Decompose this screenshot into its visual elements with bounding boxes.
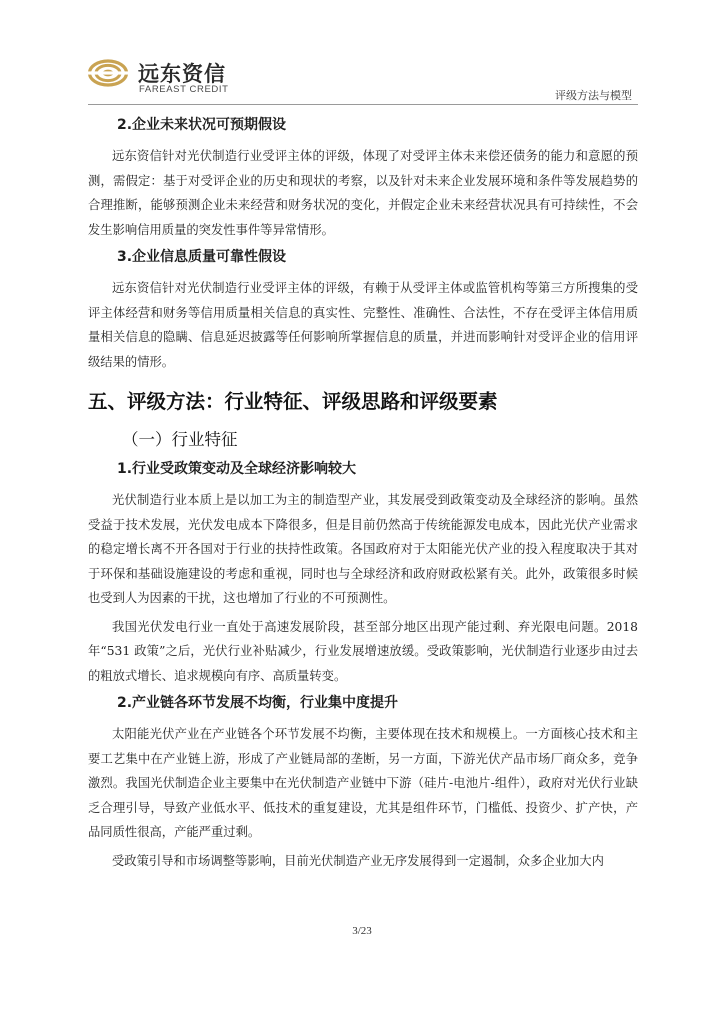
section-title-rating-method: 五、评级方法：行业特征、评级思路和评级要素 [88, 390, 498, 413]
paragraph-industry-chain: 太阳能光伏产业在产业链各个环节发展不均衡，主要体现在技术和规模上。一方面核心技术和主要工艺集中在产业链上游，形成了产业链局部的垄断，另一方面，下游光伏产品市场厂商众多，竞争激烈。我国光伏制造企业主要集中在光伏制造产业链中下游（硅片-电池片-组件），政府对光伏行业缺乏合理引导，导致产业低水平、低技术的重复建设，尤其是组件环节，门槛低、投资少、扩产快，产品同质性很高，产能严重过剩。 [88, 727, 638, 839]
paragraph-policy-guidance: 受政策引导和市场调整等影响，目前光伏制造产业无序发展得到一定遏制，众多企业加大内 [112, 853, 604, 868]
heading-info-quality-assumption: 3.企业信息质量可靠性假设 [117, 249, 287, 265]
header-section-label: 评级方法与模型 [555, 89, 632, 102]
subsection-title-industry-features: （一）行业特征 [122, 430, 238, 449]
header-divider [88, 104, 638, 105]
heading-future-assumption: 2.企业未来状况可预期假设 [117, 117, 287, 133]
paragraph-policy-impact-1: 光伏制造行业本质上是以加工为主的制造型产业，其发展受到政策变动及全球经济的影响。虽然受益于技术发展，光伏发电成本下降很多，但是目前仍然高于传统能源发电成本，因此光伏产业需求的稳定增长离不开各国对于行业的扶持性政策。各国政府对于太阳能光伏产业的投入程度取决于其对于环保和基础设施建设的考虑和重视，同时也与全球经济和政府财政松紧有关。此外，政策很多时候也受到人为因素的干扰，这也增加了行业的不可预测性。 [88, 493, 638, 605]
document-body [88, 114, 638, 877]
page-header [0, 0, 724, 110]
heading-industry-chain: 2.产业链各环节发展不均衡，行业集中度提升 [117, 695, 399, 711]
paragraph-policy-impact-2: 我国光伏发电行业一直处于高速发展阶段，甚至部分地区出现产能过剩、弃光限电问题。2018年“531 政策”之后，光伏行业补贴减少，行业发展增速放缓。受政策影响，光伏制造行业逐步由过去的粗放式增长、追求规模向有序、高质量转变。 [88, 619, 638, 683]
heading-policy-impact: 1.行业受政策变动及全球经济影响较大 [117, 461, 357, 477]
logo-english-name: FAREAST CREDIT [139, 84, 229, 95]
paragraph-future-assumption: 远东资信针对光伏制造行业受评主体的评级，体现了对受评主体未来偿还债务的能力和意愿的预测，需假定：基于对受评企业的历史和现状的考察，以及针对未来企业发展环境和条件等发展趋势的合理推断，能够预测企业未来经营和财务状况的变化，并假定企业未来经营状况具有可持续性，不会发生影响信用质量的突发性事件等异常情形。 [88, 149, 638, 237]
page-number: 3/23 [352, 925, 372, 937]
fareast-credit-logo-icon [88, 53, 128, 93]
logo-chinese-name: 远东资信 [138, 62, 226, 86]
paragraph-info-quality-assumption: 远东资信针对光伏制造行业受评主体的评级，有赖于从受评主体或监管机构等第三方所搜集的受评主体经营和财务等信用质量相关信息的真实性、完整性、准确性、合法性，不存在受评主体信用质量相关信息的隐瞒、信息延迟披露等任何影响所掌握信息的质量，并进而影响针对受评企业的信用评级结果的情形。 [88, 281, 638, 369]
